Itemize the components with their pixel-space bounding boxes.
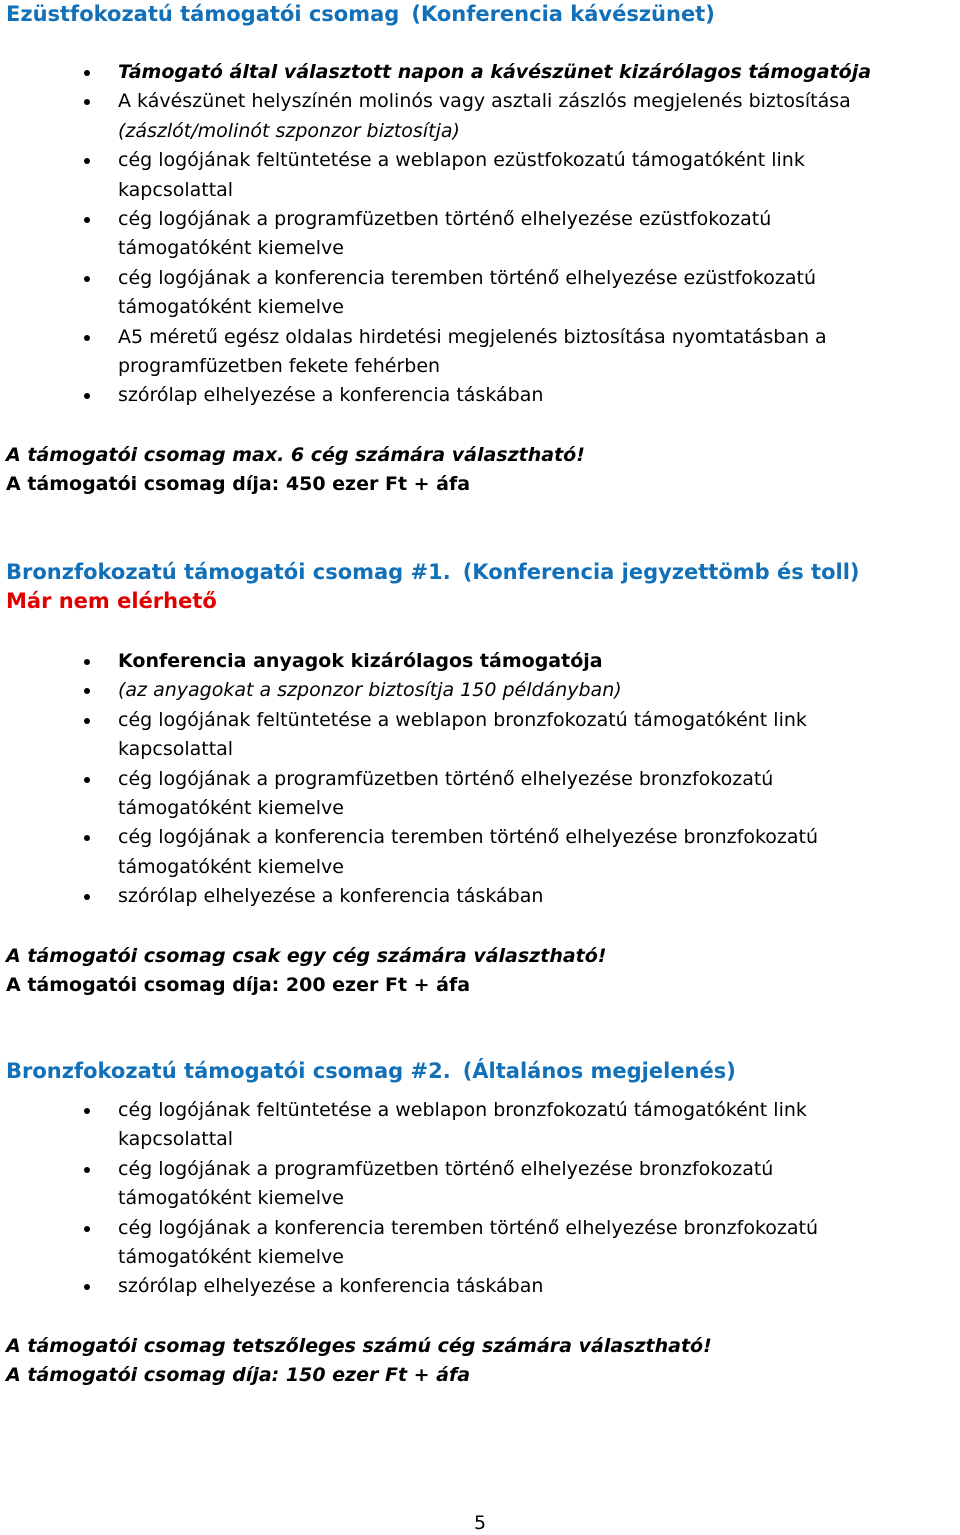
bronze1-package-subtitle: (Konferencia jegyzettömb és toll) — [462, 560, 860, 584]
silver-package-list — [6, 58, 956, 411]
list-item: szórólap elhelyezése a konferencia táskában — [6, 381, 898, 410]
list-item: Támogató által választott napon a kávészünet kizárólagos támogatója — [6, 58, 898, 87]
bronze2-package-limit: A támogatói csomag tetszőleges számú cég számára választható! — [6, 1334, 712, 1357]
list-item: cég logójának a programfüzetben történő elhelyezése bronzfokozatú támogatóként kiemelve — [6, 765, 898, 824]
bronze2-package-list — [6, 1096, 956, 1302]
bronze2-package-price: A támogatói csomag díja: 150 ezer Ft + áfa — [6, 1364, 471, 1387]
silver-package-price: A támogatói csomag díja: 450 ezer Ft + áfa — [6, 473, 471, 496]
bronze1-package-heading — [6, 558, 956, 587]
list-item: (az anyagokat a szponzor biztosítja 150 példányban) — [6, 676, 898, 705]
bronze1-package-price: A támogatói csomag díja: 200 ezer Ft + áfa — [6, 974, 471, 997]
list-item: cég logójának feltüntetése a weblapon ezüstfokozatú támogatóként link kapcsolattal — [6, 146, 898, 205]
list-item: cég logójának a konferencia teremben történő elhelyezése ezüstfokozatú támogatóként kiemelve — [6, 264, 898, 323]
bronze1-package-title: Bronzfokozatú támogatói csomag #1. — [6, 560, 451, 584]
list-item-continuation: (zászlót/molinót szponzor biztosítja) — [118, 119, 460, 142]
silver-package-heading — [6, 0, 956, 29]
list-item: cég logójának a konferencia teremben történő elhelyezése bronzfokozatú támogatóként kiemelve — [6, 1214, 898, 1273]
bronze1-package-list — [6, 647, 956, 912]
bronze2-package-subtitle: (Általános megjelenés) — [462, 1059, 736, 1083]
list-item: cég logójának a programfüzetben történő elhelyezése ezüstfokozatú támogatóként kiemelve — [6, 205, 898, 264]
silver-package-title: Ezüstfokozatú támogatói csomag — [6, 2, 400, 26]
bronze2-package-section — [6, 1057, 956, 1391]
list-item: cég logójának feltüntetése a weblapon bronzfokozatú támogatóként link kapcsolattal — [6, 706, 898, 765]
silver-package-section — [6, 0, 956, 500]
silver-package-subtitle: (Konferencia kávészünet) — [411, 2, 715, 26]
list-item: szórólap elhelyezése a konferencia táskában — [6, 882, 898, 911]
bronze2-package-heading — [6, 1057, 956, 1086]
list-item: A kávészünet helyszínén molinós vagy asztali zászlós megjelenés biztosítása — [6, 87, 898, 116]
list-item: szórólap elhelyezése a konferencia táskában — [6, 1272, 898, 1301]
list-item: cég logójának a programfüzetben történő elhelyezése bronzfokozatú támogatóként kiemelve — [6, 1155, 898, 1214]
list-item: Konferencia anyagok kizárólagos támogatója — [6, 647, 898, 676]
list-item: cég logójának feltüntetése a weblapon bronzfokozatú támogatóként link kapcsolattal — [6, 1096, 898, 1155]
bronze2-package-title: Bronzfokozatú támogatói csomag #2. — [6, 1059, 451, 1083]
list-item: cég logójának a konferencia teremben történő elhelyezése bronzfokozatú támogatóként kiemelve — [6, 823, 898, 882]
page-number: 5 — [473, 1512, 487, 1534]
bronze1-package-limit: A támogatói csomag csak egy cég számára választható! — [6, 944, 607, 967]
silver-package-limit: A támogatói csomag max. 6 cég számára választható! — [6, 443, 585, 466]
bronze1-status-badge: Már nem elérhető — [6, 589, 217, 613]
list-item: A5 méretű egész oldalas hirdetési megjelenés biztosítása nyomtatásban a programfüzetben fekete fehérben — [6, 323, 898, 382]
bronze1-package-section — [6, 558, 956, 1001]
